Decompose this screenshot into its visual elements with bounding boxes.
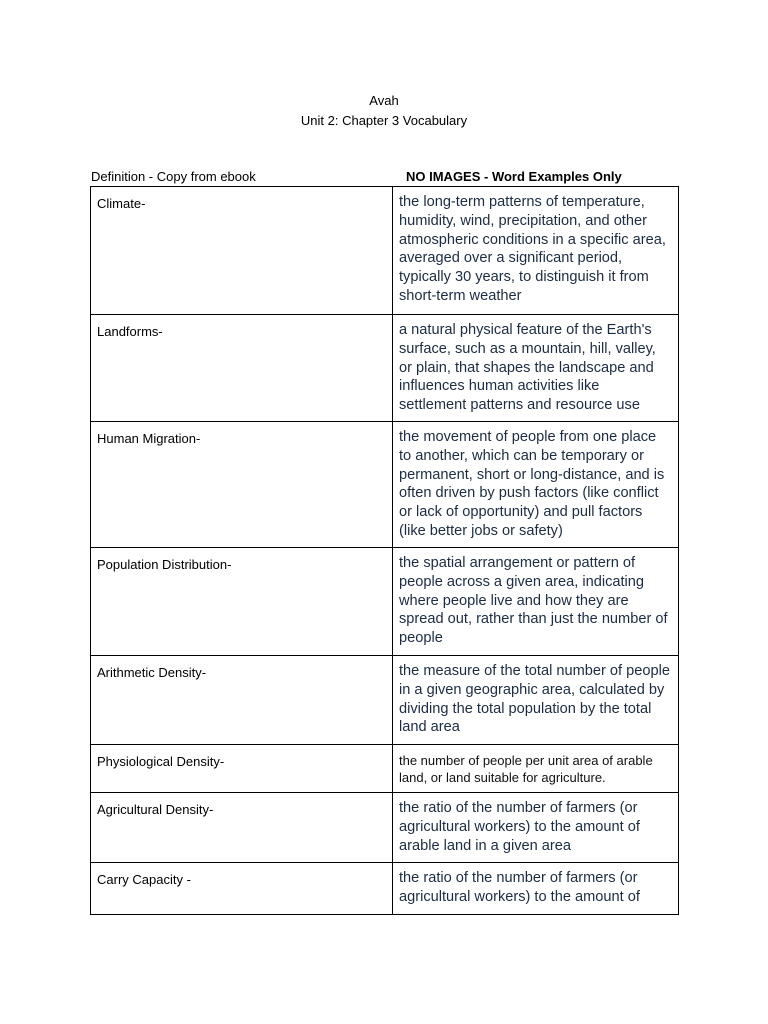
table-row (91, 315, 679, 422)
definition-cell[interactable]: the ratio of the number of farmers (or agricultural workers) to the amount of (393, 863, 679, 915)
table-row (91, 745, 679, 793)
term-cell[interactable]: Population Distribution- (91, 548, 393, 656)
column-header-definition: Definition - Copy from ebook (91, 169, 256, 184)
definition-cell[interactable]: the movement of people from one place to another, which can be temporary or permanent, short or long-distance, and is often driven by push factors (like conflict or lack of opportunity) and pull factors (like better jobs or safety) (393, 422, 679, 548)
term-cell[interactable]: Human Migration- (91, 422, 393, 548)
table-row (91, 548, 679, 656)
definition-cell[interactable]: the measure of the total number of people in a given geographic area, calculated by dividing the total population by the total land area (393, 656, 679, 745)
term-cell[interactable]: Arithmetic Density- (91, 656, 393, 745)
table-row (91, 863, 679, 915)
definition-cell[interactable]: the number of people per unit area of arable land, or land suitable for agriculture. (393, 745, 679, 793)
term-cell[interactable]: Agricultural Density- (91, 793, 393, 863)
vocabulary-table (90, 186, 679, 915)
definition-cell[interactable]: the spatial arrangement or pattern of people across a given area, indicating where people live and how they are spread out, rather than just the number of people (393, 548, 679, 656)
term-cell[interactable]: Climate- (91, 187, 393, 315)
document-title: Unit 2: Chapter 3 Vocabulary (300, 113, 468, 128)
definition-cell[interactable]: a natural physical feature of the Earth's surface, such as a mountain, hill, valley, or plain, that shapes the landscape and influences human activities like settlement patterns and resource use (393, 315, 679, 422)
column-header-examples: NO IMAGES - Word Examples Only (406, 169, 622, 184)
term-cell[interactable]: Landforms- (91, 315, 393, 422)
student-name: Avah (369, 93, 399, 108)
table-row (91, 656, 679, 745)
table-row (91, 422, 679, 548)
table-row (91, 793, 679, 863)
term-cell[interactable]: Carry Capacity - (91, 863, 393, 915)
term-cell[interactable]: Physiological Density- (91, 745, 393, 793)
table-row (91, 187, 679, 315)
definition-cell[interactable]: the ratio of the number of farmers (or agricultural workers) to the amount of arable land in a given area (393, 793, 679, 863)
definition-cell[interactable]: the long-term patterns of temperature, humidity, wind, precipitation, and other atmospheric conditions in a specific area, averaged over a significant period, typically 30 years, to distinguish it from short-term weather (393, 187, 679, 315)
